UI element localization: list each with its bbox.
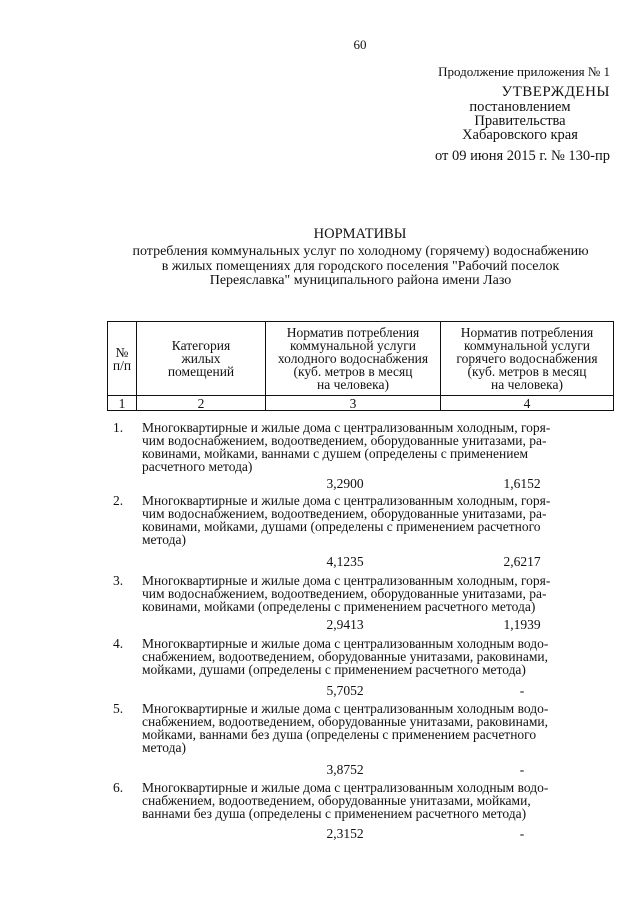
column-number-cell: 1	[108, 396, 137, 411]
description-line: расчетного метода)	[142, 459, 253, 474]
appendix-continuation-note: Продолжение приложения № 1	[438, 64, 610, 79]
header-line: холодного водоснабжения	[277, 351, 429, 366]
header-line: помещений	[167, 364, 235, 379]
cold-water-value: 5,7052	[326, 683, 364, 698]
description-line: чим водоснабжением, водоотведением, оборудованные унитазами, ра-	[142, 586, 547, 601]
decree-line: Хабаровского края	[462, 127, 578, 143]
column-number-cell: 2	[137, 396, 266, 411]
header-line: на человека)	[317, 377, 389, 392]
description-line: метода)	[142, 740, 186, 755]
row-description	[142, 702, 613, 754]
hot-water-value: 1,1939	[503, 617, 541, 632]
header-line: на человека)	[491, 377, 563, 392]
row-description	[142, 421, 613, 473]
subtitle-line: Переяславка" муниципального района имени Лазо	[209, 273, 512, 288]
header-line: п/п	[112, 357, 132, 373]
header-line: (куб. метров в месяц	[293, 364, 413, 379]
col-header-cold-water	[266, 322, 441, 396]
subtitle-line: в жилых помещениях для городского поселения "Рабочий поселок	[161, 258, 560, 274]
row-number: 3.	[113, 573, 124, 588]
row-description	[142, 574, 613, 613]
description-line: Многоквартирные и жилые дома с централизованным холодным, горя-	[142, 493, 551, 508]
description-line: чим водоснабжением, водоотведением, оборудованные унитазами, ра-	[142, 433, 547, 448]
header-line: коммунальной услуги	[464, 338, 590, 353]
header-line: Норматив потребления	[460, 325, 594, 340]
hot-water-value: -	[519, 762, 525, 777]
hot-water-value: 1,6152	[503, 476, 541, 491]
row-description	[142, 494, 613, 546]
cold-water-value: 3,2900	[326, 476, 364, 491]
description-line: снабжением, водоотведением, оборудованные унитазами, раковинами,	[142, 649, 549, 664]
row-description	[142, 637, 613, 676]
description-line: мойками, ваннами без душа (определены с применением расчетного	[142, 727, 537, 742]
table-header-row	[108, 322, 614, 396]
col-header-hot-water	[441, 322, 614, 396]
row-number: 1.	[113, 420, 124, 435]
description-line: ваннами без душа (определены с применением расчетного метода)	[142, 806, 527, 821]
row-number: 6.	[113, 780, 124, 795]
description-line: Многоквартирные и жилые дома с централизованным холодным водо-	[142, 780, 549, 795]
approved-stamp-heading: УТВЕРЖДЕНЫ	[501, 84, 610, 100]
row-description	[142, 781, 613, 820]
hot-water-value: 2,6217	[503, 554, 541, 569]
cold-water-value: 2,9413	[326, 617, 364, 632]
cold-water-value: 2,3152	[326, 826, 364, 841]
header-line: коммунальной услуги	[290, 338, 416, 353]
hot-water-value: -	[519, 683, 525, 698]
page-number: 60	[353, 37, 367, 52]
hot-water-value: -	[519, 826, 525, 841]
description-line: Многоквартирные и жилые дома с централизованным холодным, горя-	[142, 573, 551, 588]
header-line: Категория	[171, 338, 231, 353]
description-line: мойками, душами (определены с применением расчетного метода)	[142, 662, 526, 677]
row-number: 2.	[113, 493, 124, 508]
norms-table-header	[107, 321, 614, 411]
decree-line: Правительства	[474, 113, 566, 129]
decree-date: от 09 июня 2015 г. № 130-пр	[434, 148, 610, 164]
header-line: Норматив потребления	[286, 325, 420, 340]
header-line: (куб. метров в месяц	[467, 364, 587, 379]
decree-reference	[380, 100, 610, 163]
subtitle-line: потребления коммунальных услуг по холодному (горячему) водоснабжению	[132, 244, 589, 259]
description-line: снабжением, водоотведением, оборудованные унитазами, мойками,	[142, 793, 531, 808]
decree-line: постановлением	[469, 99, 571, 115]
cold-water-value: 4,1235	[326, 554, 364, 569]
description-line: ковинами, мойками, душами (определены с применением расчетного	[142, 519, 541, 534]
description-line: ковинами, мойками, ваннами с душем (определены с применением	[142, 446, 528, 461]
description-line: чим водоснабжением, водоотведением, оборудованные унитазами, ра-	[142, 506, 547, 521]
description-line: ковинами, мойками (определены с применением расчетного метода)	[142, 599, 536, 614]
description-line: Многоквартирные и жилые дома с централизованным холодным водо-	[142, 636, 549, 651]
row-number: 5.	[113, 701, 124, 716]
header-line: горячего водоснабжения	[456, 351, 598, 366]
cold-water-value: 3,8752	[326, 762, 364, 777]
description-line: снабжением, водоотведением, оборудованные унитазами, раковинами,	[142, 714, 549, 729]
column-number-cell: 3	[266, 396, 441, 411]
document-subtitle	[108, 245, 613, 289]
col-header-number	[108, 322, 137, 396]
col-header-category	[137, 322, 266, 396]
column-number-row	[108, 396, 614, 411]
header-line: жилых	[181, 351, 221, 366]
description-line: Многоквартирные и жилые дома с централизованным холодным водо-	[142, 701, 549, 716]
description-line: метода)	[142, 532, 186, 547]
description-line: Многоквартирные и жилые дома с централизованным холодным, горя-	[142, 420, 551, 435]
document-title: НОРМАТИВЫ	[313, 226, 407, 242]
header-line: №	[115, 344, 129, 360]
column-number-cell: 4	[441, 396, 614, 411]
row-number: 4.	[113, 636, 124, 651]
